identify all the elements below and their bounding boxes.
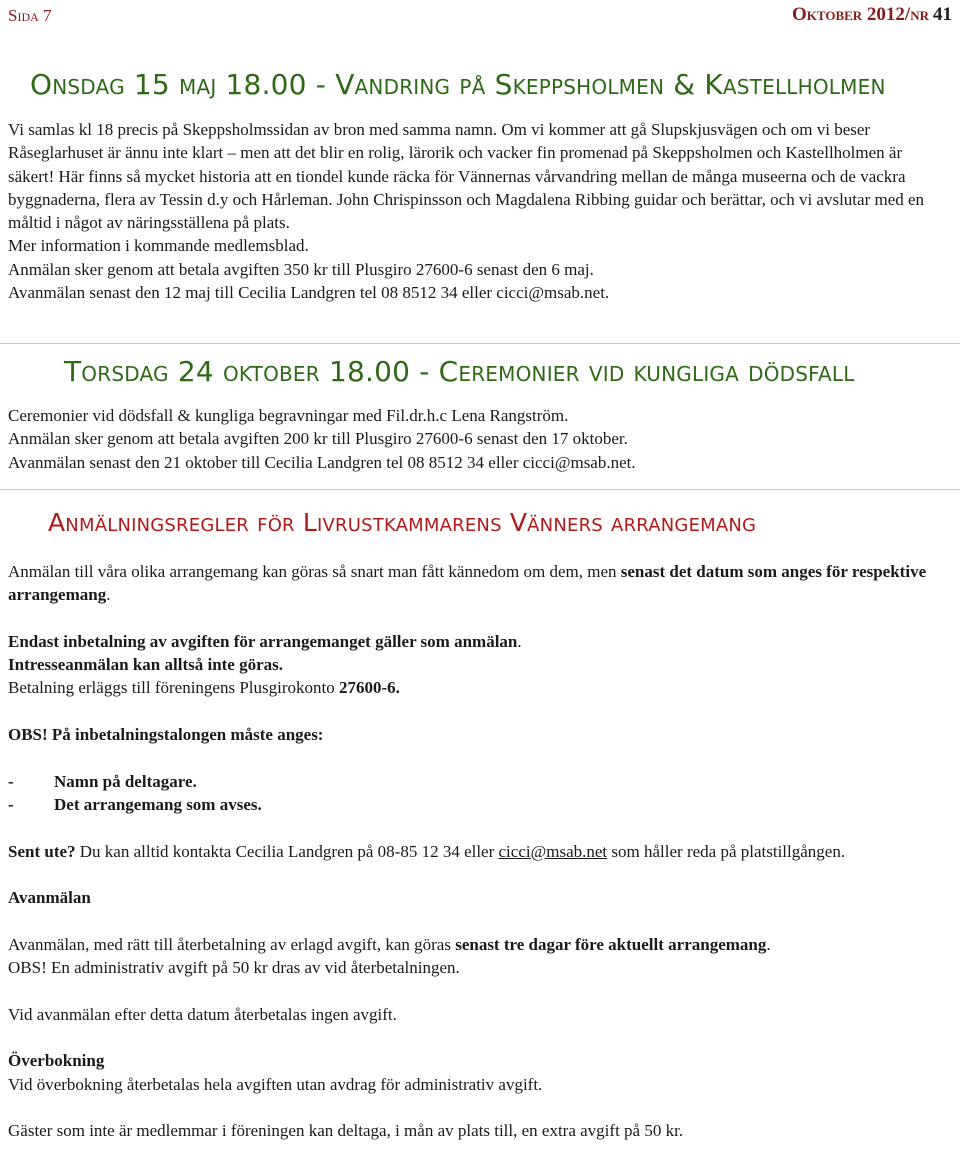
event1-more-info: Mer information i kommande medlemsblad. bbox=[8, 236, 309, 256]
rules-p4-bold: 27600-6. bbox=[339, 678, 400, 698]
rules-p1-bold: senast det datum som anges för respektive arrangemang bbox=[8, 562, 927, 605]
rules-p2 bbox=[8, 630, 952, 653]
after-date: Vid avanmälan efter detta datum återbetalas ingen avgift. bbox=[8, 1004, 397, 1024]
avanmalan-bold: senast tre dagar före aktuellt arrangemang bbox=[455, 934, 767, 954]
event1-section bbox=[8, 118, 952, 304]
sent-ute bbox=[8, 840, 952, 863]
event2-line3: Avanmälan senast den 21 oktober till Cecilia Landgren tel 08 8512 34 eller cicci@msab.net. bbox=[8, 452, 636, 472]
rules-p4 bbox=[8, 676, 952, 699]
guests-text: Gäster som inte är medlemmar i föreningen kan deltaga, i mån av plats till, en extra avgift på 50 kr. bbox=[8, 1121, 684, 1141]
sent-ute-text: Du kan alltid kontakta Cecilia Landgren på 08-85 12 34 eller bbox=[75, 841, 499, 861]
issue-text: Oktober 2012/nr bbox=[792, 4, 929, 25]
rules-section bbox=[8, 560, 952, 1142]
overbokning-text: Vid överbokning återbetalas hela avgiften utan avdrag för administrativ avgift. bbox=[8, 1074, 543, 1094]
sent-ute-end: som håller reda på platstillgången. bbox=[607, 841, 846, 861]
rules-title: Anmälningsregler för Livrustkammarens Vänners arrangemang bbox=[48, 508, 757, 537]
avanmalan-end: . bbox=[766, 934, 771, 954]
avanmalan-fee: OBS! En administrativ avgift på 50 kr dras av vid återbetalningen. bbox=[8, 958, 460, 978]
obs-heading bbox=[8, 723, 952, 746]
issue-number: 41 bbox=[933, 4, 952, 25]
rules-p1-text: Anmälan till våra olika arrangemang kan göras så snart man fått kännedom om dem, men bbox=[8, 562, 621, 581]
event2-section bbox=[8, 404, 952, 474]
list-marker: - bbox=[8, 794, 14, 814]
sent-ute-bold: Sent ute? bbox=[8, 841, 76, 861]
event1-cancel: Avanmälan senast den 12 maj till Cecilia Landgren tel 08 8512 34 eller cicci@msab.net. bbox=[8, 283, 610, 303]
issue-label bbox=[792, 4, 952, 26]
list-item-text: Det arrangemang som avses. bbox=[54, 794, 262, 814]
divider bbox=[0, 489, 960, 490]
list-marker: - bbox=[8, 771, 14, 791]
list-item bbox=[8, 793, 952, 816]
divider bbox=[0, 343, 960, 344]
rules-p2-bold: Endast inbetalning av avgiften för arrangemanget gäller som anmälan bbox=[8, 631, 518, 651]
rules-p3-bold: Intresseanmälan kan alltså inte göras. bbox=[8, 655, 284, 675]
overbokning-heading bbox=[8, 1049, 952, 1072]
rules-p1 bbox=[8, 560, 952, 607]
event1-title: Onsdag 15 maj 18.00 - Vandring på Skeppsholmen & Kastellholmen bbox=[30, 68, 886, 101]
event1-body: Vi samlas kl 18 precis på Skeppsholmssidan av bron med samma namn. Om vi kommer att gå Slupskjusvägen och om vi beser Råseglarhuset är ännu inte klart – men att det blir en rolig, lärorik och vacker fin promenad på Skeppsholmen och Kastellholmen är säkert! Här finns så mycket historia att en tiondel kunde räcka för Vännernas vårvandring mellan de många museerna och de vackra byggnaderna, flera av Tessin d.y och Hårleman. John Chrispinsson och Magdalena Ribbing guidar och berättar, och vi avslutar med en måltid i något av näringsställena på plats. bbox=[8, 120, 925, 233]
avanmalan-heading-text: Avanmälan bbox=[8, 888, 91, 908]
rules-p1-end: . bbox=[106, 585, 111, 605]
email-link[interactable]: cicci@msab.net bbox=[498, 841, 608, 861]
rules-p2-end: . bbox=[517, 631, 522, 651]
event2-line1: Ceremonier vid dödsfall & kungliga begravningar med Fil.dr.h.c Lena Rangström. bbox=[8, 406, 569, 425]
obs-heading-text: OBS! På inbetalningstalongen måste anges: bbox=[8, 725, 324, 745]
event2-line2: Anmälan sker genom att betala avgiften 200 kr till Plusgiro 27600-6 senast den 17 oktober. bbox=[8, 429, 628, 449]
rules-p4-text: Betalning erläggs till föreningens Plusgirokonto bbox=[8, 678, 339, 698]
page-number: Sida 7 bbox=[8, 6, 52, 25]
rules-p3 bbox=[8, 653, 952, 676]
list-item-text: Namn på deltagare. bbox=[54, 771, 197, 791]
overbokning-heading-text: Överbokning bbox=[8, 1051, 105, 1071]
event2-title: Torsdag 24 oktober 18.00 - Ceremonier vid kungliga dödsfall bbox=[64, 355, 855, 388]
event1-signup: Anmälan sker genom att betala avgiften 350 kr till Plusgiro 27600-6 senast den 6 maj. bbox=[8, 259, 594, 279]
list-item bbox=[8, 770, 952, 793]
avanmalan-heading bbox=[8, 886, 952, 909]
avanmalan-normal: Avanmälan, med rätt till återbetalning av erlagd avgift, kan göras bbox=[8, 934, 456, 954]
avanmalan-text bbox=[8, 933, 952, 956]
